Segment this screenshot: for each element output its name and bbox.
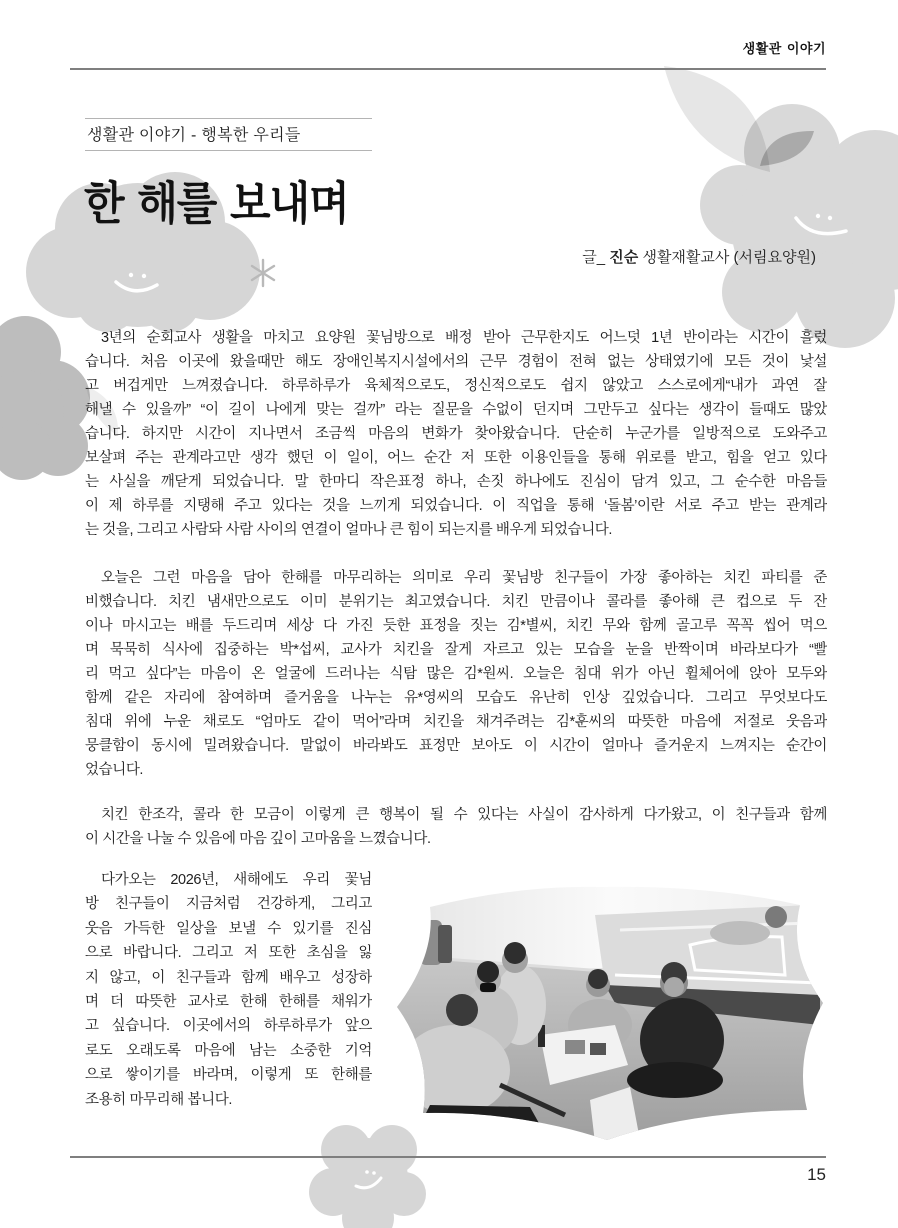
byline-author: 진순 <box>609 249 639 266</box>
text-line: 로도 오래도록 마음에 남는 소중한 기억 <box>85 1042 372 1059</box>
text-line: 웃음 가득한 일상을 보낼 수 있기를 진심 <box>85 920 372 937</box>
text-line: 리 먹고 싶다”는 마음이 온 얼굴에 드러나는 식탐 많은 김*원씨. 오늘은 침대 위가 아닌 휠체어에 앉아 모두와 <box>85 666 827 682</box>
byline-role: 생활재활교사 (서림요양원) <box>638 249 816 266</box>
text-line: 3년의 순회교사 생활을 마치고 요양원 꽃님방으로 배정 받아 근무한지도 어느덧 1년 반이라는 시간이 흘렀 <box>101 330 827 346</box>
article-paragraph-2 <box>85 566 827 782</box>
text-line: 방 친구들이 지금처럼 건강하게, 그리고 <box>85 896 372 913</box>
text-line: 이 제 하루를 지탱해 주고 있다는 것을 느끼게 되었습니다. 이 직업을 통해 ‘돌봄’이란 서로 주고 받는 관계라 <box>85 498 827 514</box>
article-title: 한 해를 보내며 <box>84 176 349 230</box>
text-line: 이 시간을 나눌 수 있음에 마음 깊이 고마움을 느꼈습니다. <box>85 831 431 847</box>
text-line: 었습니다. <box>85 762 144 778</box>
article-paragraph-1 <box>85 326 827 542</box>
cloud-icon <box>0 316 90 480</box>
article-paragraph-4 <box>85 868 372 1112</box>
text-line: 습니다. 하지만 시간이 지나면서 조금씩 마음의 변화가 찾아왔습니다. 단순히 누군가를 일방적으로 도와주고 <box>85 426 827 442</box>
text-line: 으로 쌓이기를 바라며, 이렇게 또 한해를 <box>85 1067 372 1084</box>
text-line: 치킨 한조각, 콜라 한 모금이 이렇게 큰 행복이 될 수 있다는 사실이 감사하게 다가왔고, 이 친구들과 함께 <box>101 807 827 823</box>
text-line: 침대 위에 누운 채로도 “엄마도 같이 먹어”라며 치킨을 채겨주려는 김*훈씨의 따뜻한 마음에 저절로 웃음과 <box>85 714 827 730</box>
text-line: 보살펴 주는 관계라고만 생각 했던 이 일이, 어느 순간 저 또한 이용인들을 통해 위로를 받고, 힘을 얻고 있다 <box>85 450 827 466</box>
article-category: 생활관 이야기 - 행복한 우리들 <box>85 118 372 151</box>
text-line: 함께 같은 자리에 참여하며 즐거움을 나누는 유*영씨의 모습도 유난히 인상 깊었습니다. 그리고 무엇보다도 <box>85 690 827 706</box>
byline-prefix: 글_ <box>582 249 610 266</box>
text-line: 으로 바랍니다. 그리고 저 또한 초심을 잃 <box>85 945 372 962</box>
text-line: 는 것을, 그리고 사람돠 사람 사이의 연결이 얼마나 큰 힘이 되는지를 배우게 되었습니다. <box>85 522 613 538</box>
page-number: 15 <box>807 1165 826 1184</box>
header-rule <box>70 68 826 70</box>
footer-rule <box>70 1156 826 1158</box>
text-line: 고 싶습니다. 이곳에서의 하루하루가 앞으 <box>85 1018 372 1035</box>
section-label: 생활관 이야기 <box>742 42 826 57</box>
article-photo <box>390 875 830 1150</box>
text-line: 이나 마시고는 배를 두드리며 세상 다 가진 듯한 표정을 짓는 김*별씨, 치킨 무와 함께 골고루 꼭꼭 씹어 먹으 <box>85 618 827 634</box>
text-line: 해낼 수 있을까” “이 길이 나에게 맞는 걸까” 라는 질문을 수없이 던지며 그만두고 싶다는 생각이 들때도 많았 <box>85 402 827 418</box>
text-line: 뭉클함이 동시에 밀려왔습니다. 말없이 바라봐도 표정만 보아도 이 시간이 얼마나 즐거운지 느껴지는 순간이 <box>85 738 827 754</box>
text-line: 습니다. 처음 이곳에 왔을때만 해도 장애인복지시설에서의 근무 경험이 전혀 없는 상태였기에 모든 것이 낯설 <box>85 354 827 370</box>
text-line: 고 버겁게만 느껴졌습니다. 하루하루가 육체적으로도, 정신적으로도 쉽지 않았고 스스로에게“내가 과연 잘 <box>85 378 827 394</box>
text-line: 다가오는 2026년, 새해에도 우리 꽃님 <box>101 872 372 888</box>
byline <box>582 246 816 267</box>
text-line: 며 더 따뜻한 교사로 한해 한해를 채워가 <box>85 993 372 1010</box>
text-line: 는 사실을 깨닫게 되었습니다. 말 한마디 작은표정 하나, 손짓 하나에도 진심이 담겨 있고, 그 순수한 마음들 <box>85 474 827 490</box>
text-line: 조용히 마무리해 봅니다. <box>85 1091 232 1108</box>
text-line: 며 묵묵히 식사에 집중하는 박*섭씨, 교사가 치킨을 잘게 자르고 있는 모습을 눈을 반짝이며 바라보다가 “빨 <box>85 642 827 658</box>
text-line: 오늘은 그런 마음을 담아 한해를 마무리하는 의미로 우리 꽃님방 친구들이 가장 좋아하는 치킨 파티를 준 <box>101 570 827 586</box>
text-line: 지 않고, 이 친구들과 함께 배우고 성장하 <box>85 969 372 986</box>
text-line: 비했습니다. 치킨 냄새만으로도 이미 분위기는 최고였습니다. 치킨 만큼이나 콜라를 좋아해 큰 컵으로 두 잔 <box>85 594 827 610</box>
article-paragraph-3 <box>85 803 827 851</box>
